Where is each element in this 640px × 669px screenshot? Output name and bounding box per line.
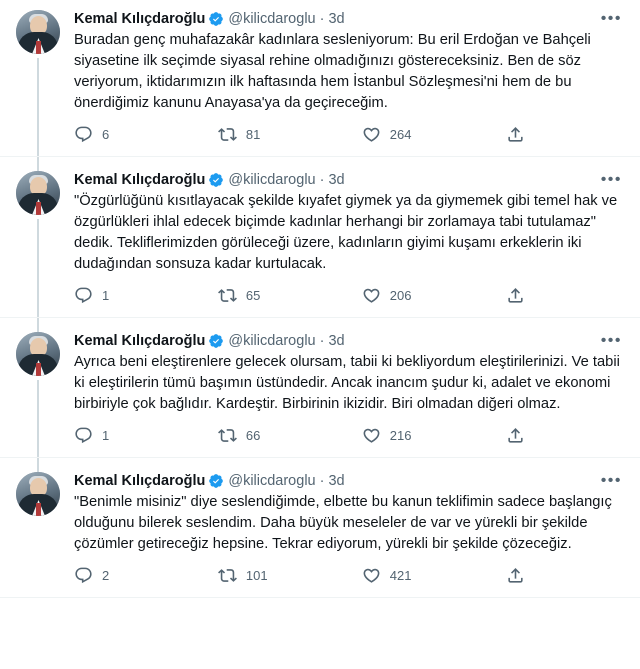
reply-count: 6: [102, 127, 110, 142]
reply-count: 1: [102, 288, 110, 303]
retweet-button[interactable]: [218, 426, 362, 445]
tweet-content: [64, 332, 624, 453]
tweet-item[interactable]: [0, 157, 640, 318]
verified-badge-icon: [208, 11, 224, 27]
author-name[interactable]: Kemal Kılıçdaroğlu: [74, 11, 206, 27]
tweet-text: Ayrıca beni eleştirenlere gelecek olursam, tabii ki bekliyordum eleştirilerinizi. Ve tabii ki eleştirilerin tümü başımın üstündedir. Ancak inancım şudur ki, adalet ve ekonomi birbiriyle çok bağlıdır. Kardeştir. Birbirinin ikizidir. Biri olmadan diğeri olmaz.: [74, 354, 624, 412]
more-options-icon[interactable]: •••: [600, 332, 622, 349]
like-count: 264: [389, 127, 412, 142]
tweet-text: "Özgürlüğünü kısıtlayacak şekilde kıyafet giymek ya da giymemek gibi temel hak ve özgürlükleri ihlal edecek biçimde kadınlar herhangi bir zorlamaya tabi tutulamaz" dedik. Tekliflerimizden görüleceği üzere, kadınların giyimi kuşamı erkeklerin iki dudağından sonsuza kadar kurtulacak.: [74, 193, 622, 272]
avatar[interactable]: [16, 171, 60, 215]
avatar-column: [16, 10, 64, 152]
share-button[interactable]: [506, 426, 544, 445]
tweet-timestamp[interactable]: 3d: [328, 11, 345, 27]
reply-button[interactable]: [74, 286, 218, 305]
author-handle[interactable]: @kilicdaroglu: [228, 473, 316, 489]
thread-connector-line: [37, 458, 39, 472]
tweet-timestamp[interactable]: 3d: [328, 333, 345, 349]
tweet-text: Buradan genç muhafazakâr kadınlara sesleniyorum: Bu eril Erdoğan ve Bahçeli siyasetine ilk seçimde siyasal rehine olmadığınızı göstereceksiniz. Ben de söz veriyorum, iktidarımızın ilk haftasında hem İstanbul Sözleşmesi'ni hem de bu önerdiğimiz kanunu Anayasa'ya da geçireceğim.: [74, 32, 595, 111]
tweet-content: [64, 171, 624, 313]
verified-badge-icon: [208, 473, 224, 489]
separator-dot: ·: [319, 11, 325, 27]
avatar-column: [16, 332, 64, 453]
tweet-item[interactable]: [0, 0, 640, 157]
more-options-icon[interactable]: •••: [600, 171, 622, 188]
retweet-count: 81: [245, 127, 261, 142]
share-button[interactable]: [506, 125, 544, 144]
tweet-content: [64, 472, 624, 593]
like-button[interactable]: [362, 566, 506, 585]
author-name[interactable]: Kemal Kılıçdaroğlu: [74, 473, 206, 489]
retweet-count: 66: [245, 428, 261, 443]
tweet-item[interactable]: [0, 458, 640, 598]
tweet-content: [64, 10, 624, 152]
avatar-column: [16, 472, 64, 593]
tweet-header: [74, 472, 624, 490]
separator-dot: ·: [319, 333, 325, 349]
more-options-icon[interactable]: •••: [600, 472, 622, 489]
like-count: 421: [389, 568, 412, 583]
separator-dot: ·: [319, 172, 325, 188]
thread-connector-line: [37, 318, 39, 332]
avatar[interactable]: [16, 10, 60, 54]
avatar-column: [16, 171, 64, 313]
tweet-header: [74, 171, 624, 189]
author-handle[interactable]: @kilicdaroglu: [228, 11, 316, 27]
author-name[interactable]: Kemal Kılıçdaroğlu: [74, 172, 206, 188]
share-button[interactable]: [506, 566, 544, 585]
tweet-actions: [74, 125, 544, 144]
tweet-timestamp[interactable]: 3d: [328, 172, 345, 188]
thread-connector-line: [37, 157, 39, 171]
tweet-header: [74, 332, 624, 350]
retweet-button[interactable]: [218, 286, 362, 305]
author-handle[interactable]: @kilicdaroglu: [228, 172, 316, 188]
more-options-icon[interactable]: •••: [600, 10, 622, 27]
verified-badge-icon: [208, 333, 224, 349]
verified-badge-icon: [208, 172, 224, 188]
share-button[interactable]: [506, 286, 544, 305]
retweet-count: 65: [245, 288, 261, 303]
like-count: 216: [389, 428, 412, 443]
reply-button[interactable]: [74, 566, 218, 585]
retweet-count: 101: [245, 568, 268, 583]
tweet-actions: [74, 566, 544, 585]
avatar[interactable]: [16, 472, 60, 516]
reply-button[interactable]: [74, 125, 218, 144]
tweet-timestamp[interactable]: 3d: [328, 473, 345, 489]
like-count: 206: [389, 288, 412, 303]
like-button[interactable]: [362, 426, 506, 445]
author-name[interactable]: Kemal Kılıçdaroğlu: [74, 333, 206, 349]
retweet-button[interactable]: [218, 566, 362, 585]
like-button[interactable]: [362, 286, 506, 305]
reply-count: 2: [102, 568, 110, 583]
reply-count: 1: [102, 428, 110, 443]
tweet-text: "Benimle misiniz" diye seslendiğimde, elbette bu kanun teklifimin sadece başlangıç olduğunu bilerek seslendim. Daha büyük meseleler de var ve yürekli bir şekilde çözümler getireceğiz hepsine. Tekrar ediyorum, yürekli bir şekilde çözeceğiz.: [74, 494, 616, 552]
tweet-actions: [74, 426, 544, 445]
tweet-actions: [74, 286, 544, 305]
avatar[interactable]: [16, 332, 60, 376]
separator-dot: ·: [319, 473, 325, 489]
like-button[interactable]: [362, 125, 506, 144]
author-handle[interactable]: @kilicdaroglu: [228, 333, 316, 349]
retweet-button[interactable]: [218, 125, 362, 144]
tweet-item[interactable]: [0, 318, 640, 458]
tweet-header: [74, 10, 624, 28]
reply-button[interactable]: [74, 426, 218, 445]
